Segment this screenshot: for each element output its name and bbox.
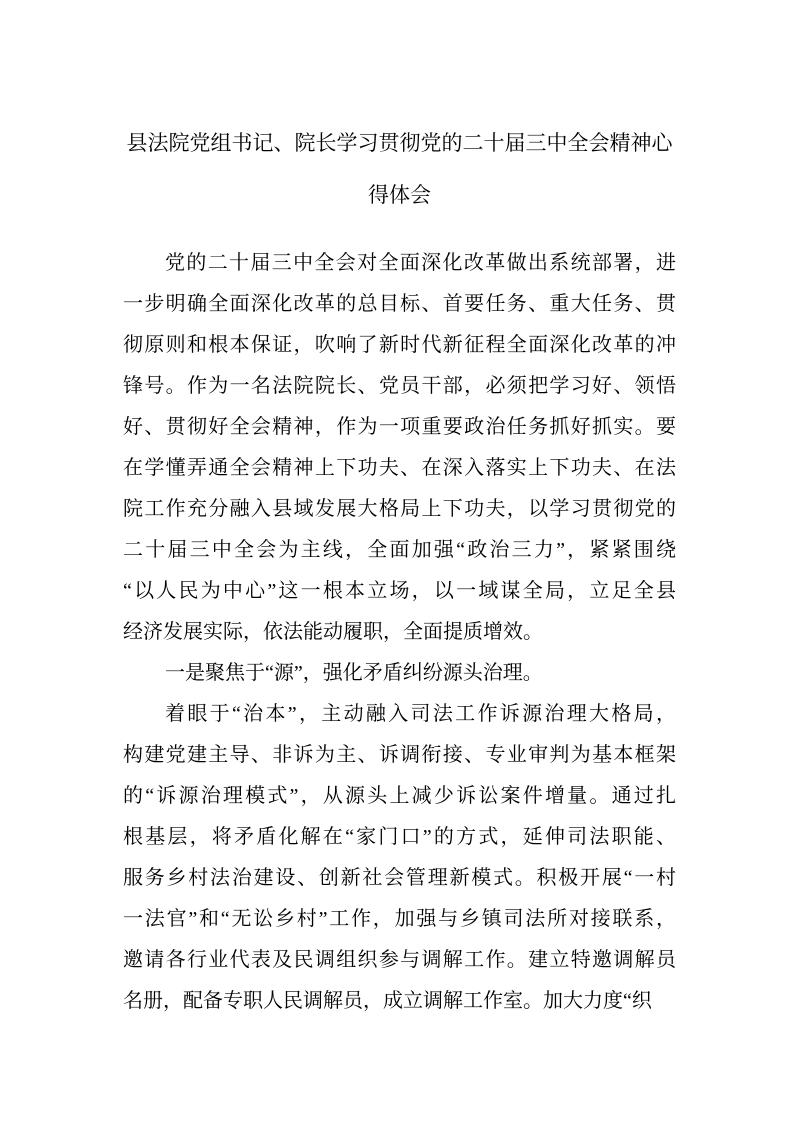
text-line: 彻原则和根本保证，吹响了新时代新征程全面深化改革的冲: [123, 334, 676, 356]
text-line: 好、贯彻好全会精神，作为一项重要政治任务抓好抓实。要: [123, 416, 676, 438]
title-line-2: 得体会: [368, 183, 431, 207]
text-line: “以人民为中心”这一根本立场，以一域谋全局，立足全县: [123, 580, 676, 602]
document-body: [123, 243, 676, 1022]
text-line: 构建党建主导、非诉为主、诉调衔接、专业审判为基本框架: [123, 744, 676, 766]
text-line: 在学懂弄通全会精神上下功夫、在深入落实上下功夫、在法: [123, 457, 676, 479]
text-line: 根基层，将矛盾化解在“家门口”的方式，延伸司法职能、: [123, 826, 676, 848]
text-line: 二十届三中全会为主线，全面加强“政治三力”，紧紧围绕: [123, 539, 676, 561]
text-line: 名册，配备专职人民调解员，成立调解工作室。加大力度“织: [123, 990, 652, 1012]
text-line: 院工作充分融入县域发展大格局上下功夫，以学习贯彻党的: [123, 498, 676, 520]
text-line: 服务乡村法治建设、创新社会管理新模式。积极开展“一村: [123, 867, 676, 889]
text-line: 党的二十届三中全会对全面深化改革做出系统部署，进: [165, 252, 676, 274]
text-line: 一法官”和“无讼乡村”工作，加强与乡镇司法所对接联系，: [123, 908, 676, 930]
text-line: 一步明确全面深化改革的总目标、首要任务、重大任务、贯: [123, 293, 676, 315]
text-line: 的“诉源治理模式”，从源头上减少诉讼案件增量。通过扎: [123, 785, 676, 807]
document-title: [123, 117, 676, 221]
text-line: 邀请各行业代表及民调组织参与调解工作。建立特邀调解员: [123, 949, 676, 971]
text-line: 锋号。作为一名法院院长、党员干部，必须把学习好、领悟: [123, 375, 676, 397]
text-line: 着眼于“治本”，主动融入司法工作诉源治理大格局，: [165, 703, 676, 725]
text-line: 一是聚焦于“源”，强化矛盾纠纷源头治理。: [165, 662, 543, 684]
title-line-1: 县法院党组书记、院长学习贯彻党的二十届三中全会精神心: [126, 131, 673, 155]
text-line: 经济发展实际，依法能动履职，全面提质增效。: [123, 621, 543, 643]
